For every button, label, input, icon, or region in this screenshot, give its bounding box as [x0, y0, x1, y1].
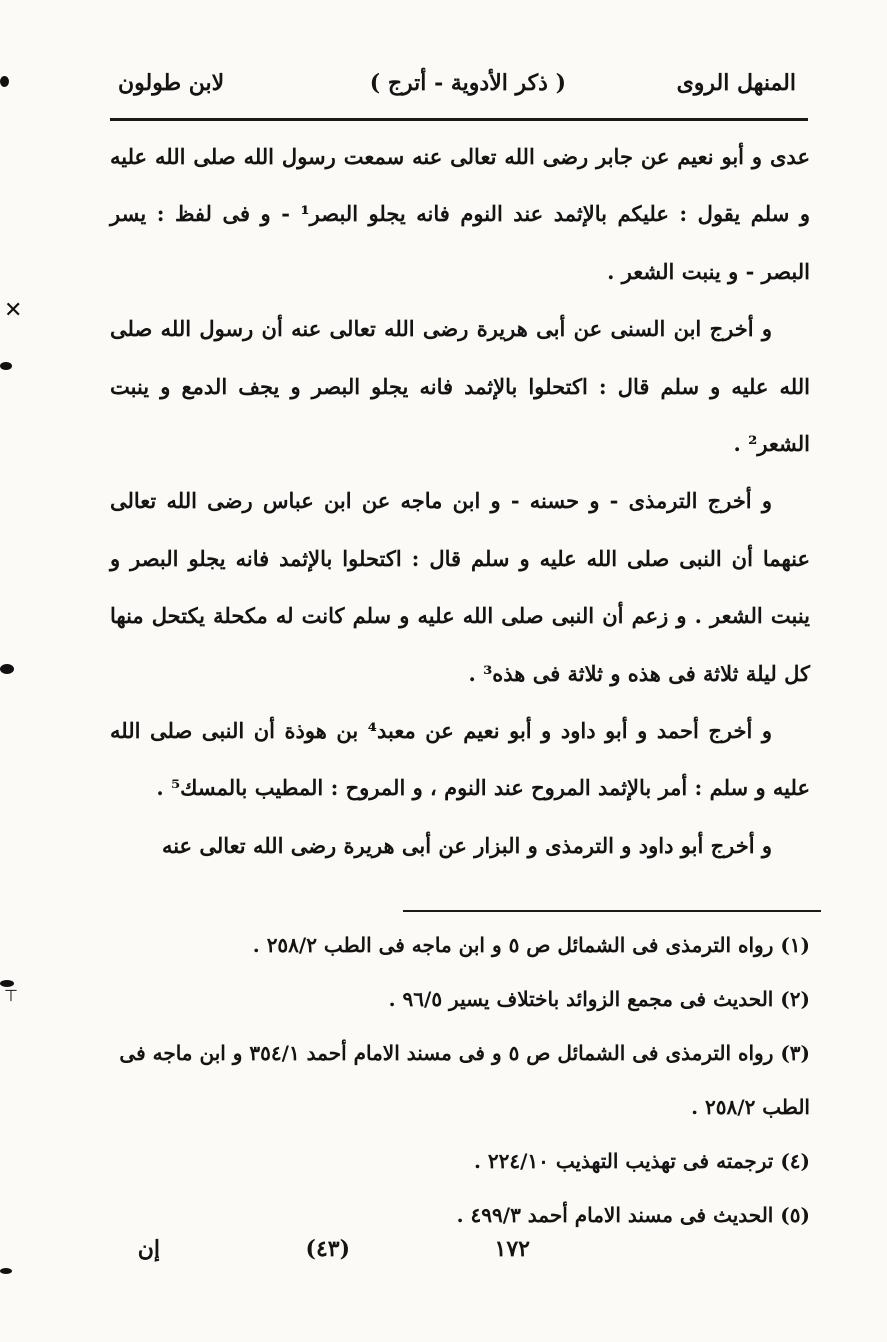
- footnote: (٥) الحديث فى مسند الامام أحمد ٤٩٩/٣ .: [456, 1203, 810, 1227]
- footnotes: [110, 918, 810, 1242]
- scan-edge-mark: ✕: [4, 298, 23, 323]
- author-name: لابن طولون: [118, 70, 225, 96]
- scan-edge-mark: [0, 664, 14, 674]
- paragraph: و أخرج ابن السنى عن أبى هريرة رضى الله تعالى عنه أن رسول الله صلى الله عليه و سلم قال : اكتحلوا بالإثمد فانه يجلو البصر و يجف الدمع و ينبت الشعر² .: [110, 316, 810, 457]
- scan-edge-mark: ⊤: [4, 986, 18, 1005]
- page-footer: [110, 1232, 810, 1272]
- footnote-separator: [403, 910, 821, 912]
- main-text: [110, 128, 810, 874]
- book-title: المنهل الروى: [676, 70, 796, 96]
- paragraph: و أخرج أبو داود و الترمذى و البزار عن أبى هريرة رضى الله تعالى عنه: [161, 832, 772, 858]
- signature-mark: (٤٣): [305, 1236, 350, 1262]
- footnote: (١) رواه الترمذى فى الشمائل ص ٥ و ابن ماجه فى الطب ٢٥٨/٢ .: [252, 933, 810, 957]
- scan-edge-mark: [0, 362, 12, 370]
- paragraph: و أخرج الترمذى - و حسنه - و ابن ماجه عن ابن عباس رضى الله تعالى عنهما أن النبى صلى الله عليه و سلم قال : اكتحلوا بالإثمد فانه يجلو البصر و ينبت الشعر . و زعم أن النبى صلى الله عليه و سلم كانت له مكحلة يكتحل منها كل ليلة ثلاثة فى هذه و ثلاثة فى هذه³ .: [110, 488, 810, 686]
- paragraph: و أخرج أحمد و أبو داود و أبو نعيم عن معبد⁴ بن هوذة أن النبى صلى الله عليه و سلم : أمر بالإثمد المروح عند النوم ، و المروح : المطيب بالمسك⁵ .: [110, 718, 810, 801]
- footnote: (٤) ترجمته فى تهذيب التهذيب ٢٢٤/١٠ .: [473, 1149, 810, 1173]
- catchword: إن: [137, 1236, 160, 1262]
- scan-edge-mark: [0, 76, 9, 87]
- section-title: ( ذكر الأدوية - أترج ): [369, 70, 566, 96]
- scan-edge-mark: [0, 1268, 12, 1274]
- footnote: (٣) رواه الترمذى فى الشمائل ص ٥ و فى مسند الامام أحمد ٣٥٤/١ و ابن ماجه فى الطب ٢٥٨/٢ .: [119, 1041, 810, 1119]
- running-header: [110, 62, 806, 112]
- footnote: (٢) الحديث فى مجمع الزوائد باختلاف يسير ٩٦/٥ .: [388, 987, 810, 1011]
- paragraph: عدى و أبو نعيم عن جابر رضى الله تعالى عنه سمعت رسول الله صلى الله عليه و سلم يقول : عليكم بالإثمد عند النوم فانه يجلو البصر¹ - و فى لفظ : يسر البصر - و ينبت الشعر .: [110, 144, 810, 284]
- header-rule: [110, 118, 808, 121]
- page-number: ١٧٢: [494, 1236, 530, 1262]
